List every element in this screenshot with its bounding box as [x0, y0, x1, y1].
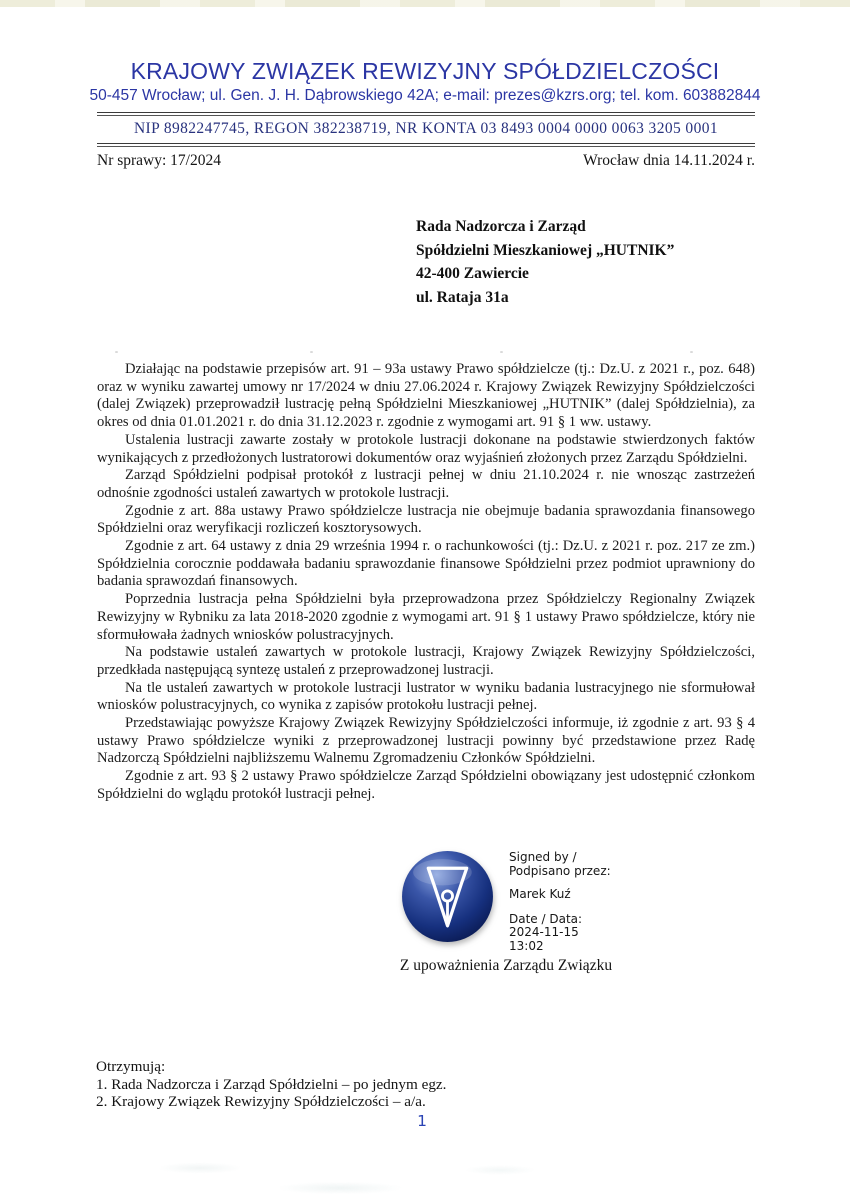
- body-paragraph: Zarząd Spółdzielni podpisał protokół z lustracji pełnej w dniu 21.10.2024 r. nie wnosząc zastrzeżeń odnośnie zgodności ustaleń zawartych w protokole lustracji.: [97, 467, 755, 501]
- date-value: 2024-11-15: [509, 925, 579, 939]
- recipient-line: ul. Rataja 31a: [416, 288, 509, 306]
- body-paragraph: Zgodnie z art. 93 § 2 ustawy Prawo spółdzielcze Zarząd Spółdzielni obowiązany jest udostępnić członkom Spółdzielni do wglądu protokół lustracji pełnej.: [97, 768, 755, 802]
- body-paragraph: Działając na podstawie przepisów art. 91 – 93a ustawy Prawo spółdzielcze (tj.: Dz.U. z 2021 r., poz. 648) oraz w wyniku zawartej umowy nr 17/2024 w dniu 27.06.2024 r. Krajowy Związek Rewizyjny Spółdzielczości (dalej Związek) przeprowadził lustrację pełną Spółdzielni Mieszkaniowej „HUTNIK” (dalej Spółdzielnia), za okres od dnia 01.01.2021 r. do dnia 31.12.2023 r. zgodnie z wymogami art. 91 § 1 ww. ustawy.: [97, 361, 755, 431]
- distribution-block: [96, 1058, 446, 1111]
- scan-speck: [310, 351, 313, 353]
- distribution-item: 2. Krajowy Związek Rewizyjny Spółdzielczości – a/a.: [96, 1093, 426, 1111]
- org-address-line: 50-457 Wrocław; ul. Gen. J. H. Dąbrowskiego 42A; e-mail: prezes@kzrs.org; tel. kom. 603882844: [89, 87, 761, 104]
- page-number: 1: [417, 1112, 427, 1130]
- signed-by-label-pl: Podpisano przez:: [509, 863, 611, 878]
- body-paragraph: Zgodnie z art. 64 ustawy z dnia 29 września 1994 r. o rachunkowości (tj.: Dz.U. z 2021 r. poz. 217 ze zm.) Spółdzielnia corocznie poddawała badaniu sprawozdanie finansowe Spółdzielni przez podmiot uprawniony do badania sprawozdań finansowych.: [97, 538, 755, 590]
- reference-row: [97, 152, 755, 170]
- body-paragraph: Na tle ustaleń zawartych w protokole lustracji lustrator w wyniku badania lustracyjnego nie sformułował wniosków polustracyjnych, co wynika z zapisów protokołu lustracji pełnej.: [97, 679, 755, 714]
- recipient-line: Spółdzielni Mieszkaniowej „HUTNIK”: [416, 241, 675, 259]
- scan-artifact-bottom-smudge: [20, 1158, 580, 1196]
- place-and-date: Wrocław dnia 14.11.2024 r.: [583, 152, 755, 169]
- registry-box: [97, 112, 755, 147]
- letterhead: [0, 58, 850, 105]
- scan-speck: [690, 351, 693, 353]
- distribution-heading: Otrzymują:: [96, 1058, 166, 1075]
- case-number: Nr sprawy: 17/2024: [97, 152, 221, 169]
- recipient-block: [416, 215, 674, 309]
- body-paragraph: Zgodnie z art. 88a ustawy Prawo spółdzielcze lustracja nie obejmuje badania sprawozdania finansowego Spółdzielni oraz weryfikacji rozliczeń kosztorysowych.: [97, 502, 755, 537]
- date-label: Date / Data:: [509, 911, 583, 926]
- pen-nib-icon: [399, 848, 496, 945]
- body-paragraph: Poprzednia lustracja pełna Spółdzielni była przeprowadzona przez Spółdzielczy Regionalny Związek Rewizyjny w Rybniku za lata 2018-2020 zgodnie z wymogami art. 91 § 1 ustawy Prawo spółdzielcze, który nie sformułowała żadnych wniosków polustracyjnych.: [97, 591, 755, 643]
- scan-speck: [500, 351, 503, 353]
- body-paragraph: Na podstawie ustaleń zawartych w protokole lustracji, Krajowy Związek Rewizyjny Spółdzielczości, przedkłada następującą syntezę ustaleń z przeprowadzonej lustracji.: [97, 644, 755, 678]
- body-paragraph: Przedstawiając powyższe Krajowy Związek Rewizyjny Spółdzielczości informuje, iż zgodnie z art. 93 § 4 ustawy Prawo spółdzielcze wyniki z przeprowadzonej lustracji powinny być przedstawione przez Radę Nadzorczą Spółdzielni najbliższemu Walnemu Zgromadzeniu Członków Spółdzielni.: [97, 715, 755, 767]
- scan-artifact-specks: [0, 351, 850, 354]
- time-value: 13:02: [509, 938, 544, 953]
- org-name: KRAJOWY ZWIĄZEK REWIZYJNY SPÓŁDZIELCZOŚCI: [130, 58, 720, 84]
- signed-by-label-en: Signed by /: [509, 850, 577, 864]
- scan-artifact-top-band: [0, 0, 850, 7]
- signature-stamp: [399, 848, 611, 953]
- letter-body: [97, 361, 755, 804]
- registry-rule-bottom: [97, 143, 755, 147]
- distribution-item: 1. Rada Nadzorcza i Zarząd Spółdzielni – po jednym egz.: [96, 1075, 447, 1093]
- authorization-line: Z upoważnienia Zarządu Związku: [399, 957, 613, 974]
- signer-name: Marek Kuź: [509, 887, 571, 901]
- registry-line: NIP 8982247745, REGON 382238719, NR KONTA 03 8493 0004 0000 0063 3205 0001: [133, 120, 719, 137]
- body-paragraph: Ustalenia lustracji zawarte zostały w protokole lustracji dokonane na podstawie stwierdzonych faktów wynikających z przedłożonych lustratorowi dokumentów oraz wyjaśnień złożonych przez Zarządu Spółdzielni.: [97, 431, 755, 466]
- distribution-list: [96, 1076, 446, 1111]
- recipient-line: 42-400 Zawiercie: [416, 265, 529, 282]
- scan-speck: [115, 351, 118, 353]
- signature-text: [509, 848, 611, 953]
- recipient-line: Rada Nadzorcza i Zarząd: [416, 218, 586, 235]
